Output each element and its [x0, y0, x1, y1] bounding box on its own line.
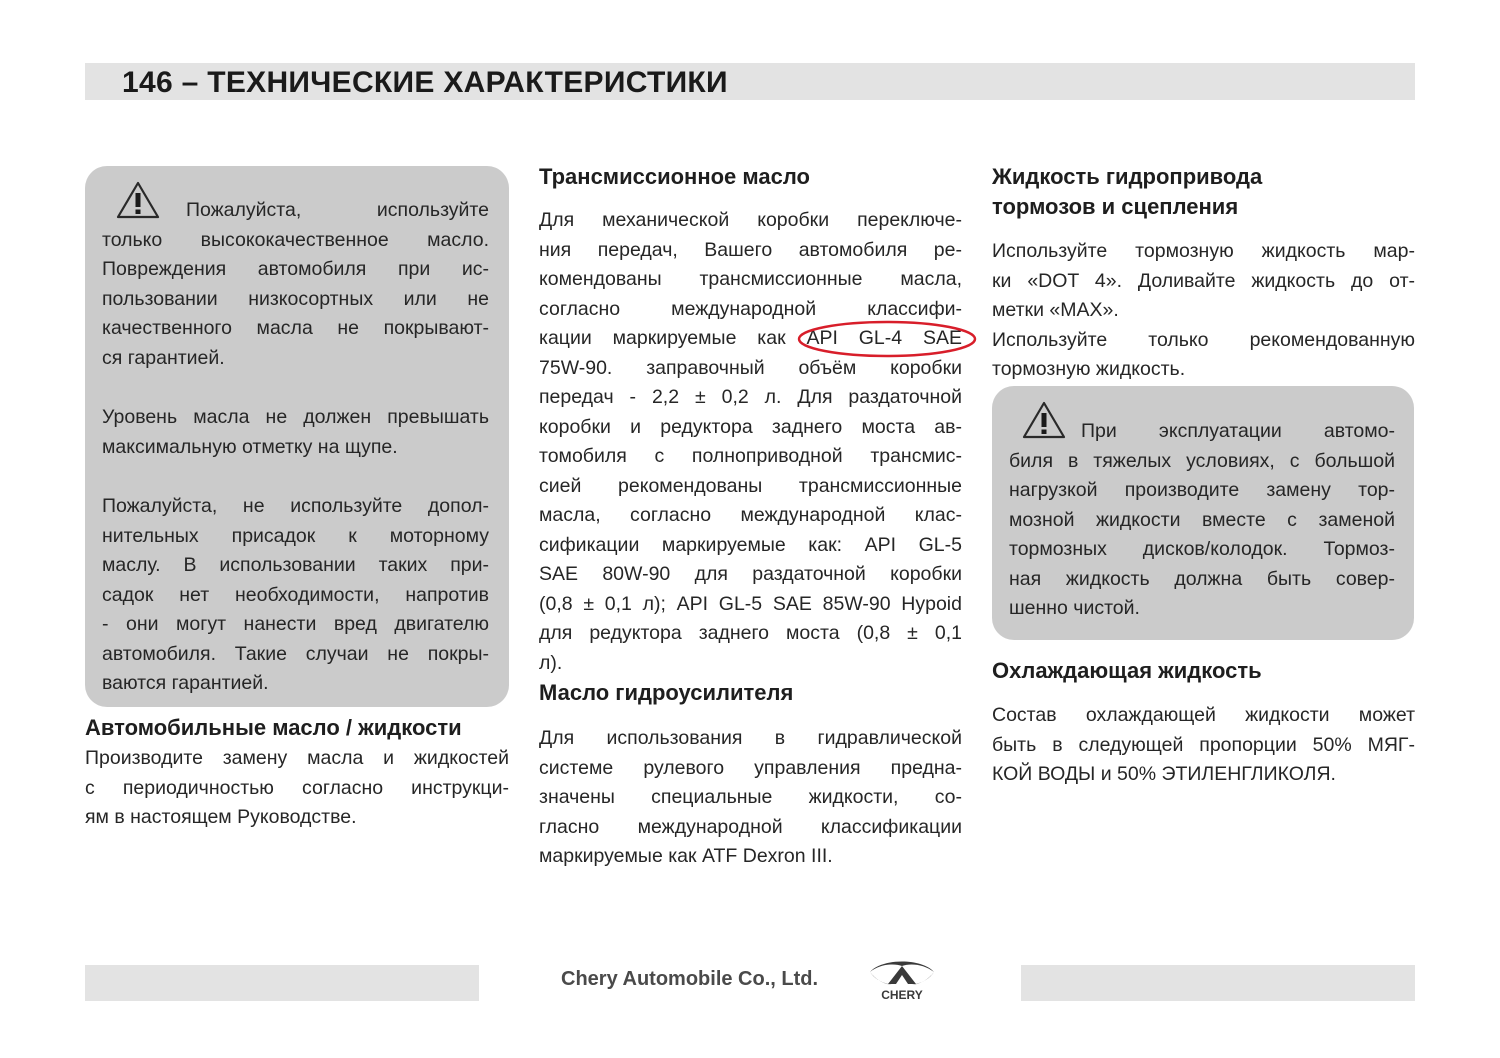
text-line: пользовании низкосортных или не [102, 287, 489, 310]
highlight-ellipse [795, 318, 980, 360]
text-line: тормозную жидкость. [992, 358, 1186, 380]
warning-text-oil [102, 196, 489, 373]
text-line: садок нет необходимости, напротив [102, 583, 489, 606]
text-line: ная жидкость должна быть совер- [1009, 567, 1395, 590]
text-line: с периодичностью согласно инструкци- [85, 776, 509, 799]
text-line: для редуктора заднего моста (0,8 ± 0,1 [539, 622, 962, 644]
heading-transmission-oil: Трансмиссионное масло [539, 164, 810, 189]
text-line: ся гарантией. [102, 346, 225, 369]
text-line: комендованы трансмиссионные масла, [539, 268, 962, 290]
text-line: ки «DOT 4». Доливайте жидкость до от- [992, 269, 1415, 292]
power-steering-text [539, 724, 962, 872]
oil-level-text [102, 403, 489, 462]
text-line: При эксплуатации автомо- [1081, 420, 1395, 442]
text-line: Уровень масла не должен превышать [102, 406, 489, 428]
text-line: мозной жидкости вместе с заменой [1009, 508, 1395, 531]
text-line: тормозных дисков/колодок. Тормоз- [1009, 538, 1395, 560]
footer-company: Chery Automobile Co., Ltd. [561, 968, 819, 990]
text-line: сией рекомендованы трансмиссионные [539, 474, 962, 497]
text-line: кации маркируемые как API GL-4 SAE [539, 327, 962, 349]
text-line: - они могут нанести вред двигателю [102, 613, 489, 635]
text-line: ния передач, Вашего автомобиля ре- [539, 238, 962, 261]
text-line: масла, согласно международной клас- [539, 504, 962, 526]
text-line: (0,8 ± 0,1 л); API GL-5 SAE 85W-90 Hypoid [539, 592, 962, 615]
text-line: Пожалуйста, используйте [186, 199, 489, 221]
text-line: Повреждения автомобиля при ис- [102, 258, 489, 280]
text-line: Используйте только рекомендованную [992, 328, 1415, 351]
heading-line: Жидкость гидропривода [992, 164, 1263, 189]
additives-text [102, 492, 489, 699]
text-line: метки «MAX». [992, 299, 1119, 321]
heading-power-steering-oil: Масло гидроусилителя [539, 680, 794, 705]
heading-brake-fluid [992, 162, 1262, 222]
chery-logo-icon [862, 958, 942, 1002]
brake-fluid-text [992, 237, 1415, 385]
logo-text: CHERY [881, 988, 923, 1002]
text-line: коробки и редуктора заднего моста ав- [539, 415, 962, 438]
text-line: Пожалуйста, не используйте допол- [102, 495, 489, 517]
text-line: передач - 2,2 ± 0,2 л. Для раздаточной [539, 386, 962, 408]
text-line: автомобиля. Такие случаи не покры- [102, 642, 489, 665]
text-line: Состав охлаждающей жидкости может [992, 704, 1415, 726]
footer-bar-right [1021, 965, 1415, 1001]
text-line: 75W-90. заправочный объём коробки [539, 356, 962, 379]
text-line: гласно международной классификации [539, 815, 962, 838]
text-line: SAE 80W-90 для раздаточной коробки [539, 563, 962, 585]
coolant-text [992, 701, 1415, 790]
heading-oils-fluids: Автомобильные масло / жидкости [85, 715, 462, 740]
text-line: Для механической коробки переключе- [539, 209, 962, 231]
text-line: биля в тяжелых условиях, с большой [1009, 449, 1395, 472]
text-line: значены специальные жидкости, со- [539, 786, 962, 808]
transmission-oil-text [539, 206, 962, 678]
text-line: маслу. В использовании таких при- [102, 554, 489, 576]
text-line: КОЙ ВОДЫ и 50% ЭТИЛЕНГЛИКОЛЯ. [992, 763, 1336, 785]
text-line: только высококачественное масло. [102, 228, 489, 251]
text-line: максимальную отметку на щупе. [102, 435, 398, 458]
page-title: 146 – ТЕХНИЧЕСКИЕ ХАРАКТЕРИСТИКИ [122, 66, 728, 99]
text-line: л). [539, 651, 563, 674]
text-line: нительных присадок к моторному [102, 524, 489, 547]
text-line: ям в настоящем Руководстве. [85, 806, 357, 828]
heading-line: тормозов и сцепления [992, 194, 1239, 219]
footer-bar-left [85, 965, 479, 1001]
text-line: ваются гарантией. [102, 672, 269, 694]
text-line: системе рулевого управления предна- [539, 756, 962, 779]
warning-text-brake [1009, 417, 1395, 624]
text-line: согласно международной классифи- [539, 297, 962, 320]
text-line: нагрузкой производите замену тор- [1009, 479, 1395, 501]
text-line: сификации маркируемые как: API GL-5 [539, 533, 962, 556]
text-line: быть в следующей пропорции 50% МЯГ- [992, 733, 1415, 756]
text-line: томобиля с полноприводной трансмис- [539, 445, 962, 467]
text-line: Производите замену масла и жидкостей [85, 747, 509, 769]
text-line: Используйте тормозную жидкость мар- [992, 240, 1415, 262]
text-line: шенно чистой. [1009, 597, 1140, 619]
text-line: качественного масла не покрывают- [102, 317, 489, 339]
text-line: Для использования в гидравлической [539, 727, 962, 749]
heading-coolant: Охлаждающая жидкость [992, 658, 1262, 683]
text-line: маркируемые как ATF Dexron III. [539, 845, 833, 867]
oils-fluids-text [85, 744, 509, 833]
